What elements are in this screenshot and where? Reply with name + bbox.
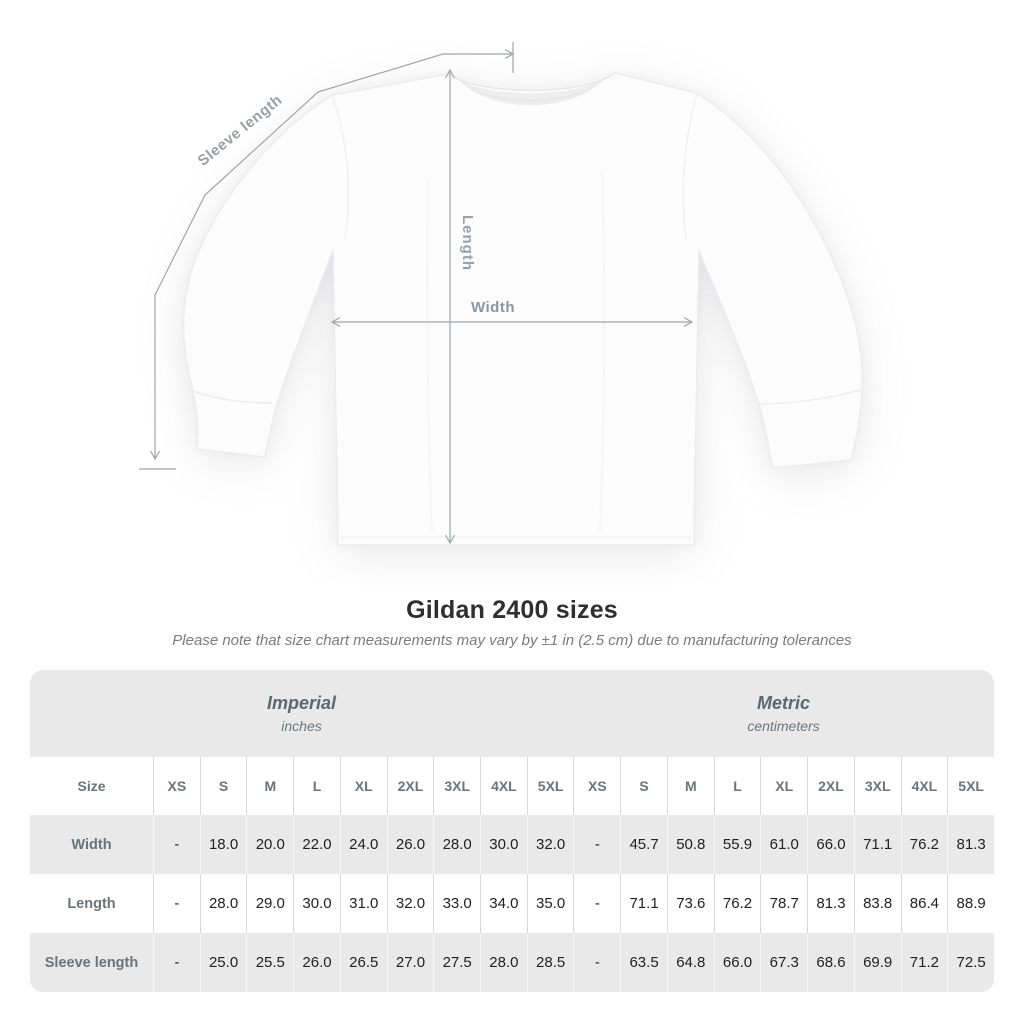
group-header-metric — [573, 670, 994, 757]
size-column-header: Size — [77, 778, 106, 794]
value-cell: 28.0 — [433, 815, 480, 874]
imperial-title: Imperial — [266, 693, 337, 713]
row-label: Length — [67, 895, 116, 912]
width-label: Width — [470, 299, 516, 316]
value-cell: - — [573, 874, 620, 933]
value-cell: 25.0 — [200, 933, 247, 992]
value-cell: 68.6 — [807, 933, 854, 992]
size-header-metric-4xl: 4XL — [901, 757, 948, 815]
size-header-row — [30, 757, 994, 815]
value-cell: 76.2 — [901, 815, 948, 874]
value-cell: 35.0 — [527, 874, 574, 933]
value-cell: 24.0 — [340, 815, 387, 874]
value-cell: 33.0 — [433, 874, 480, 933]
value-cell: - — [153, 815, 200, 874]
value-cell: 81.3 — [807, 874, 854, 933]
value-cell: 55.9 — [714, 815, 761, 874]
value-cell: 63.5 — [620, 933, 667, 992]
value-cell: 28.0 — [200, 874, 247, 933]
value-cell: 18.0 — [200, 815, 247, 874]
value-cell: 66.0 — [714, 933, 761, 992]
value-cell: 66.0 — [807, 815, 854, 874]
value-cell: 50.8 — [667, 815, 714, 874]
size-header-imperial-xl: XL — [340, 757, 387, 815]
value-cell: 27.5 — [433, 933, 480, 992]
table-row — [30, 874, 994, 933]
value-cell: 73.6 — [667, 874, 714, 933]
value-cell: 26.0 — [293, 933, 340, 992]
value-cell: 26.5 — [340, 933, 387, 992]
value-cell: 28.0 — [480, 933, 527, 992]
size-header-metric-xl: XL — [760, 757, 807, 815]
imperial-subtitle: inches — [281, 718, 322, 734]
value-cell: 78.7 — [760, 874, 807, 933]
page-title: Gildan 2400 sizes — [406, 596, 618, 624]
value-cell: 86.4 — [901, 874, 948, 933]
size-header-metric-s: S — [620, 757, 667, 815]
group-header-imperial — [30, 670, 573, 757]
size-header-imperial-xs: XS — [153, 757, 200, 815]
size-header-imperial-4xl: 4XL — [480, 757, 527, 815]
size-header-metric-l: L — [714, 757, 761, 815]
value-cell: 71.2 — [901, 933, 948, 992]
value-cell: 88.9 — [947, 874, 994, 933]
size-header-metric-m: M — [667, 757, 714, 815]
size-header-imperial-3xl: 3XL — [433, 757, 480, 815]
unit-group-row — [30, 670, 994, 757]
value-cell: 64.8 — [667, 933, 714, 992]
size-header-imperial-s: S — [200, 757, 247, 815]
value-cell: 69.9 — [854, 933, 901, 992]
table-row — [30, 933, 994, 992]
table-row — [30, 815, 994, 874]
metric-title: Metric — [756, 693, 810, 713]
size-header-metric-2xl: 2XL — [807, 757, 854, 815]
value-cell: 20.0 — [246, 815, 293, 874]
value-cell: 71.1 — [854, 815, 901, 874]
value-cell: 30.0 — [293, 874, 340, 933]
row-label: Sleeve length — [44, 954, 139, 971]
shirt-silhouette — [184, 73, 863, 545]
value-cell: 76.2 — [714, 874, 761, 933]
size-header-imperial-2xl: 2XL — [387, 757, 434, 815]
size-header-imperial-5xl: 5XL — [527, 757, 574, 815]
value-cell: 32.0 — [527, 815, 574, 874]
value-cell: 25.5 — [246, 933, 293, 992]
size-header-metric-3xl: 3XL — [854, 757, 901, 815]
value-cell: 28.5 — [527, 933, 574, 992]
value-cell: 30.0 — [480, 815, 527, 874]
length-label: Length — [459, 215, 476, 271]
size-header-metric-xs: XS — [573, 757, 620, 815]
value-cell: 26.0 — [387, 815, 434, 874]
value-cell: 32.0 — [387, 874, 434, 933]
size-header-imperial-m: M — [246, 757, 293, 815]
value-cell: 34.0 — [480, 874, 527, 933]
value-cell: 22.0 — [293, 815, 340, 874]
shirt-illustration — [184, 73, 863, 545]
value-cell: 67.3 — [760, 933, 807, 992]
value-cell: 83.8 — [854, 874, 901, 933]
value-cell: - — [573, 933, 620, 992]
value-cell: 81.3 — [947, 815, 994, 874]
value-cell: - — [153, 933, 200, 992]
value-cell: 71.1 — [620, 874, 667, 933]
value-cell: 31.0 — [340, 874, 387, 933]
row-label: Width — [71, 836, 112, 853]
page-subtitle: Please note that size chart measurements may vary by ±1 in (2.5 cm) due to manufacturing tolerances — [172, 632, 852, 649]
size-header-imperial-l: L — [293, 757, 340, 815]
metric-subtitle: centimeters — [747, 718, 820, 734]
value-cell: - — [573, 815, 620, 874]
value-cell: 72.5 — [947, 933, 994, 992]
value-cell: 45.7 — [620, 815, 667, 874]
value-cell: - — [153, 874, 200, 933]
value-cell: 29.0 — [246, 874, 293, 933]
size-table — [30, 670, 994, 992]
value-cell: 61.0 — [760, 815, 807, 874]
size-header-metric-5xl: 5XL — [947, 757, 994, 815]
value-cell: 27.0 — [387, 933, 434, 992]
sleeve-length-label: Sleeve length — [194, 91, 286, 170]
